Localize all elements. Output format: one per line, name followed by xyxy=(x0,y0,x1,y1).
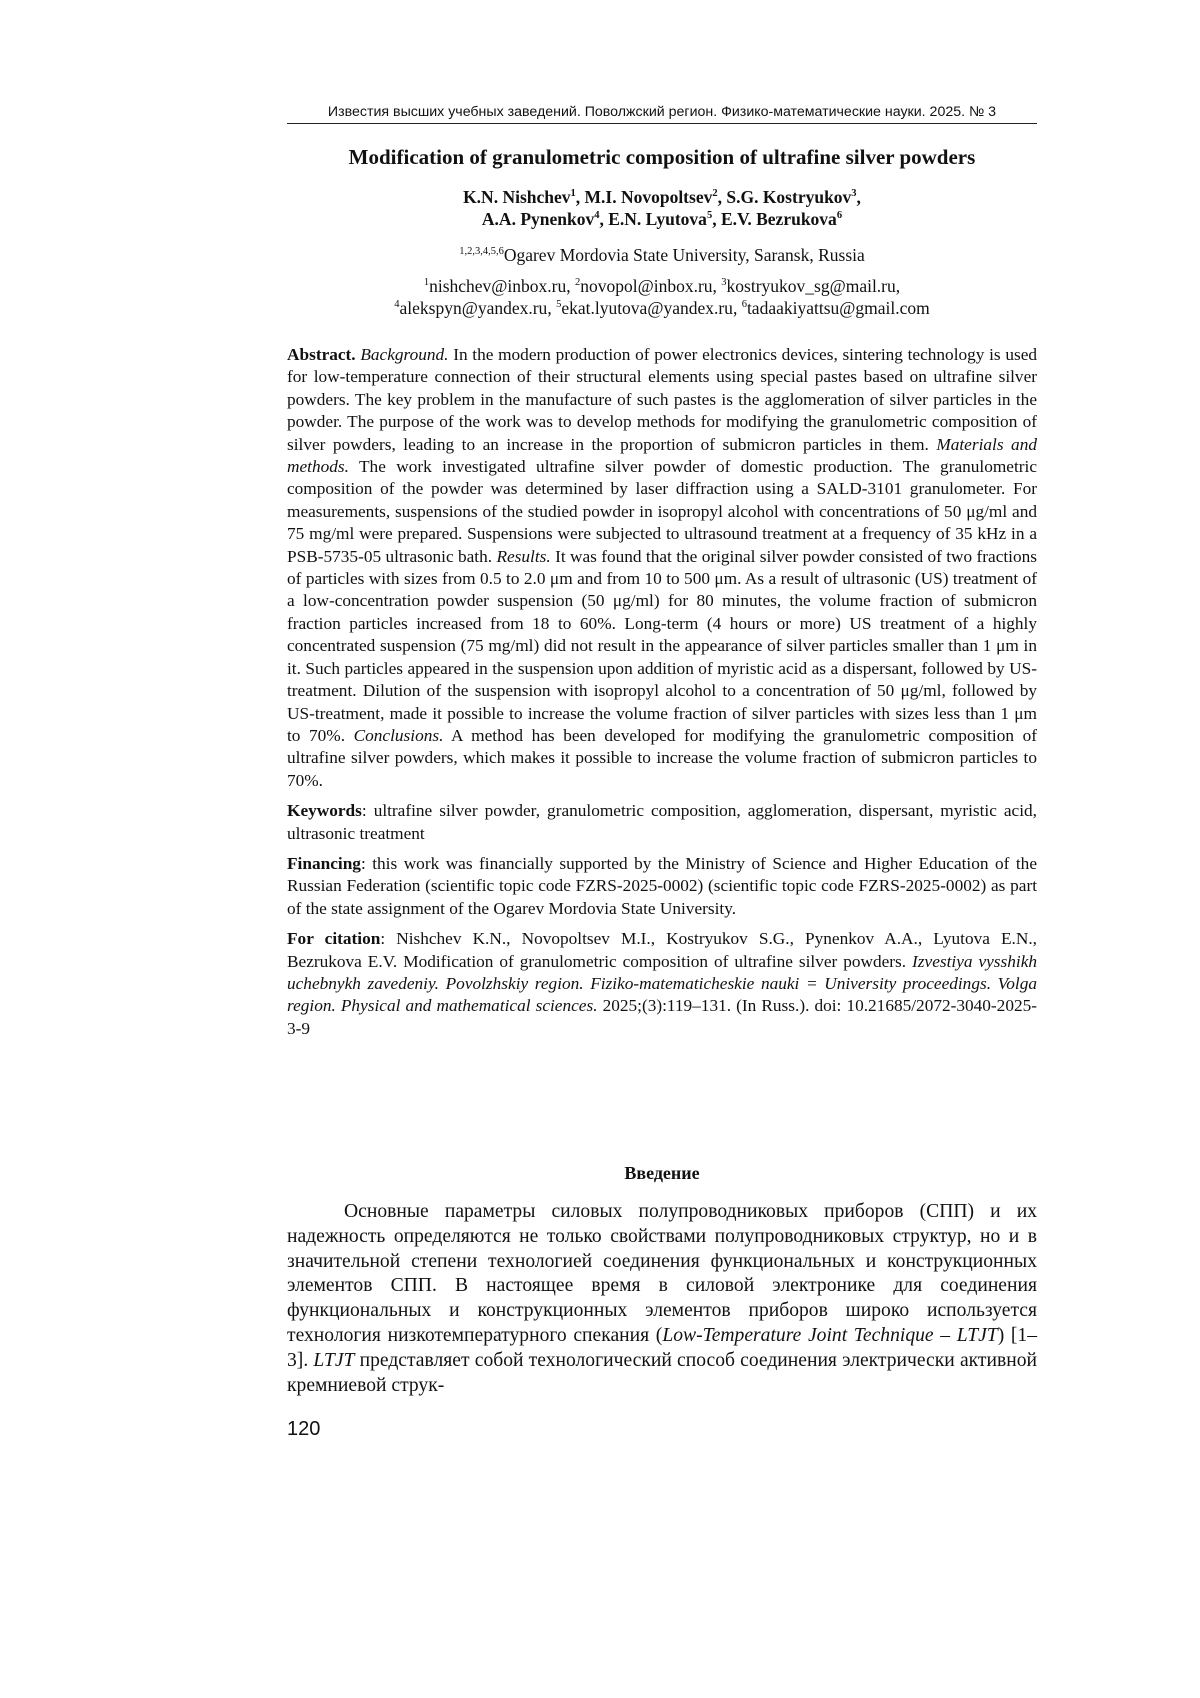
conclusions-text: A method has been developed for modifying the granulometric composition of ultrafine silver powders, which makes it possible to increase the volume fraction of submicron particles to 70%. xyxy=(287,725,1037,790)
background-label: Background. xyxy=(360,345,449,364)
author-list xyxy=(287,186,1037,230)
citation-text: : Nishchev K.N., Novopoltsev M.I., Kostryukov S.G., Pynenkov A.A., Lyutova E.N., Bezrukova E.V. Modification of granulometric composition of ultrafine silver powders. xyxy=(287,929,1037,971)
results-text: It was found that the original silver powder consisted of two fractions of particles with sizes from 0.5 to 2.0 μm and from 10 to 500 μm. As a result of ultrasonic (US) treatment of a low-concentration powder suspension (50 μg/ml) for 80 minutes, the volume fraction of submicron fraction particles increased from 18 to 60%. Long-term (4 hours or more) US treatment of a highly concentrated suspension (75 mg/ml) did not result in the appearance of silver particles smaller than 1 μm in it. Such particles appeared in the suspension upon addition of myristic acid as a dispersant, followed by US-treatment. Dilution of the suspension with isopropyl alcohol to a concentration of 50 μg/ml, followed by US-treatment, made it possible to increase the volume fraction of silver particles with sizes less than 1 μm to 70%. xyxy=(287,546,1037,745)
author-emails xyxy=(287,275,1037,319)
abstract-paragraph xyxy=(287,344,1037,792)
results-label: Results. xyxy=(496,546,551,566)
email: $^1$nishchev@inbox.ru, xyxy=(423,276,575,296)
section-title-introduction: Введение xyxy=(624,1163,700,1183)
author: M.I. Novopoltsev$^2$, xyxy=(584,187,727,207)
email: $^4$alekspyn@yandex.ru, xyxy=(394,298,557,318)
keywords-paragraph xyxy=(287,800,1037,845)
author: E.N. Lyutova$^5$, xyxy=(608,209,721,229)
running-header: Известия высших учебных заведений. Поволжский регион. Физико-математические науки. 2025. № 3 xyxy=(287,104,1037,124)
citation-paragraph xyxy=(287,928,1037,1040)
article-title: Modification of granulometric composition of ultrafine silver powders xyxy=(348,145,976,169)
email: $^6$tadaakiyattsu@gmail.com xyxy=(741,298,930,318)
background-text: In the modern production of power electronics devices, sintering technology is used for low-temperature connection of their structural elements using special pastes based on ultrafine silver powders. The key problem in the manufacture of such pastes is the agglomeration of silver particles in the powder. The purpose of the work was to develop methods for modifying the granulometric composition of silver powders, leading to an increase in the proportion of submicron particles in them. xyxy=(287,345,1037,454)
citation-journal: Izvestiya vysshikh uchebnykh zavedeniy. Povolzhskiy region. Fiziko-matematicheskie nauki = University proceedings. Volga region. Physical and mathematical sciences. xyxy=(287,951,1038,1016)
citation-label: For citation xyxy=(287,929,381,949)
methods-label: Materials and methods. xyxy=(287,434,1037,477)
citation-doi: 2025;(3):119–131. (In Russ.). doi: 10.21685/2072-3040-2025-3-9 xyxy=(287,996,1038,1038)
author: K.N. Nishchev$^1$, xyxy=(463,187,585,207)
author: S.G. Kostryukov$^3$, xyxy=(726,187,861,207)
author: A.A. Pynenkov$^4$, xyxy=(481,209,609,229)
conclusions-label: Conclusions. xyxy=(353,725,444,745)
introduction-paragraph: Основные параметры силовых полупроводниковых приборов (СПП) и их надежность определяются не только свойствами полупроводниковых структур, но и в значительной степени технологией соединения функциональных и конструкционных элементов СПП. В настоящее время в силовой электронике для соединения функциональных и конструкционных элементов приборов широко используется технология низкотемпературного спекания (Low-Temperature Joint Technique – LTJT) [1–3]. LTJT представляет собой технологический способ соединения электрически активной кремниевой струк- xyxy=(287,1201,1037,1396)
author: E.V. Bezrukova$^6$ xyxy=(720,209,843,229)
financing-paragraph xyxy=(287,853,1037,920)
email: $^2$novopol@inbox.ru, xyxy=(574,276,722,296)
email: $^5$ekat.lyutova@yandex.ru, xyxy=(556,298,742,318)
email: $^3$kostryukov_sg@mail.ru, xyxy=(721,276,901,296)
keywords-label: Keywords xyxy=(287,801,362,821)
page-number: 120 xyxy=(287,1418,321,1440)
abstract-block xyxy=(287,344,1037,1048)
financing-text: : this work was financially supported by the Ministry of Science and Higher Education of the Russian Federation (scientific topic code FZRS-2025-0002) (scientific topic code FZRS-2025-0002) as part of the state assignment of the Ogarev Mordovia State University. xyxy=(287,853,1037,918)
financing-label: Financing xyxy=(287,853,361,873)
affiliation: $^{1,2,3,4,5,6}$Ogarev Mordovia State University, Saransk, Russia xyxy=(459,245,865,265)
methods-text: The work investigated ultrafine silver powder of domestic production. The granulometric composition of the powder was determined by laser diffraction using a SALD-3101 granulometer. For measurements, suspensions of the studied powder in isopropyl alcohol with concentrations of 50 μg/ml and 75 mg/ml were prepared. Suspensions were subjected to ultrasound treatment at a frequency of 35 kHz in a PSB-5735-05 ultrasonic bath. xyxy=(287,457,1037,566)
abstract-label: Abstract. xyxy=(287,345,356,364)
keywords-text: : ultrafine silver powder, granulometric composition, agglomeration, dispersant, myristic acid, ultrasonic treatment xyxy=(287,801,1037,843)
